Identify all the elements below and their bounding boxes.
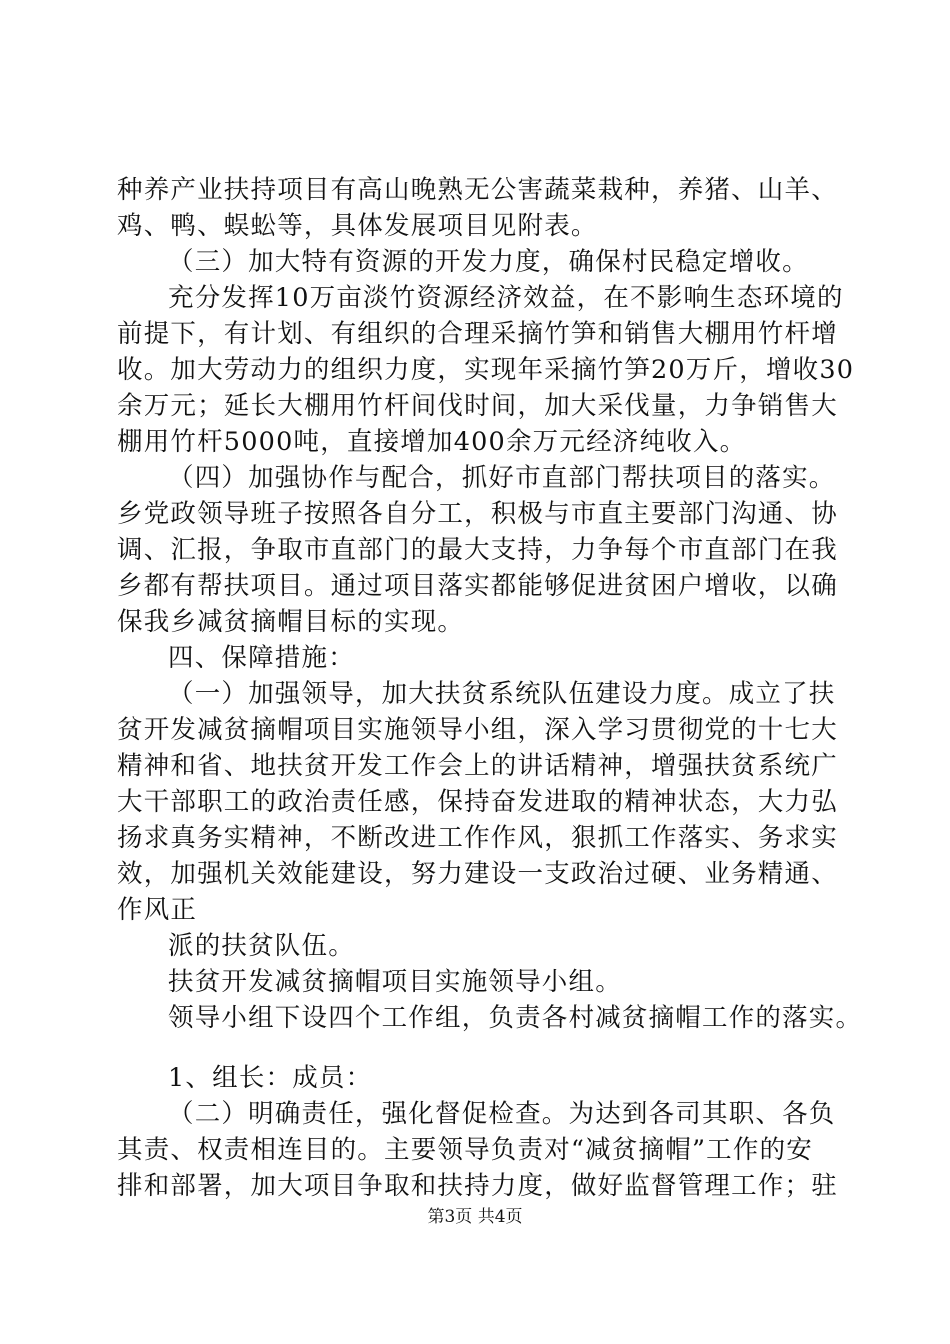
text-line: 作风正 (117, 895, 198, 925)
text-line: 鸡、鸭、蜈蚣等，具体发展项目见附表。 (117, 211, 598, 241)
page-footer: 第3页 共4页 (427, 1207, 523, 1227)
text-line: （二）明确责任，强化督促检查。为达到各司其职、各负 (168, 1099, 836, 1129)
text-line: （一）加强领导，加大扶贫系统队伍建设力度。成立了扶 (168, 679, 836, 709)
text-line: 调、汇报，争取市直部门的最大支持，力争每个市直部门在我 (117, 535, 838, 565)
text-line: 乡党政领导班子按照各自分工，积极与市直主要部门沟通、协 (117, 499, 838, 529)
text-line: （四）加强协作与配合，抓好市直部门帮扶项目的落实。 (168, 463, 836, 493)
section-heading: 四、保障措施： (168, 643, 355, 673)
text-line: 乡都有帮扶项目。通过项目落实都能够促进贫困户增收，以确 (117, 571, 838, 601)
text-line: 1、组长：成员： (168, 1063, 373, 1093)
text-line: 种养产业扶持项目有高山晚熟无公害蔬菜栽种，养猪、山羊、 (117, 175, 838, 205)
text-line: 大干部职工的政治责任感，保持奋发进取的精神状态，大力弘 (117, 787, 838, 817)
text-line: 收。加大劳动力的组织力度，实现年采摘竹笋20万斤，增收30 (117, 355, 855, 385)
text-line: （三）加大特有资源的开发力度，确保村民稳定增收。 (168, 247, 809, 277)
text-line: 派的扶贫队伍。 (168, 931, 355, 961)
text-line: 排和部署，加大项目争取和扶持力度，做好监督管理工作；驻 (117, 1171, 838, 1201)
text-line: 余万元；延长大棚用竹杆间伐时间，加大采伐量，力争销售大 (117, 391, 838, 421)
text-line: 其责、权责相连目的。主要领导负责对“减贫摘帽”工作的安 (117, 1135, 813, 1165)
text-line: 前提下，有计划、有组织的合理采摘竹笋和销售大棚用竹杆增 (117, 319, 838, 349)
text-line: 贫开发减贫摘帽项目实施领导小组，深入学习贯彻党的十七大 (117, 715, 838, 745)
text-line: 保我乡减贫摘帽目标的实现。 (117, 607, 465, 637)
text-line: 棚用竹杆5000吨，直接增加400余万元经济纯收入。 (117, 427, 747, 457)
text-line: 充分发挥10万亩淡竹资源经济效益，在不影响生态环境的 (168, 283, 844, 313)
text-line: 效，加强机关效能建设，努力建设一支政治过硬、业务精通、 (117, 859, 838, 889)
text-line: 领导小组下设四个工作组，负责各村减贫摘帽工作的落实。 (168, 1003, 863, 1033)
text-line: 精神和省、地扶贫开发工作会上的讲话精神，增强扶贫系统广 (117, 751, 838, 781)
text-line: 扬求真务实精神，不断改进工作作风，狠抓工作落实、务求实 (117, 823, 838, 853)
text-line: 扶贫开发减贫摘帽项目实施领导小组。 (168, 967, 622, 997)
